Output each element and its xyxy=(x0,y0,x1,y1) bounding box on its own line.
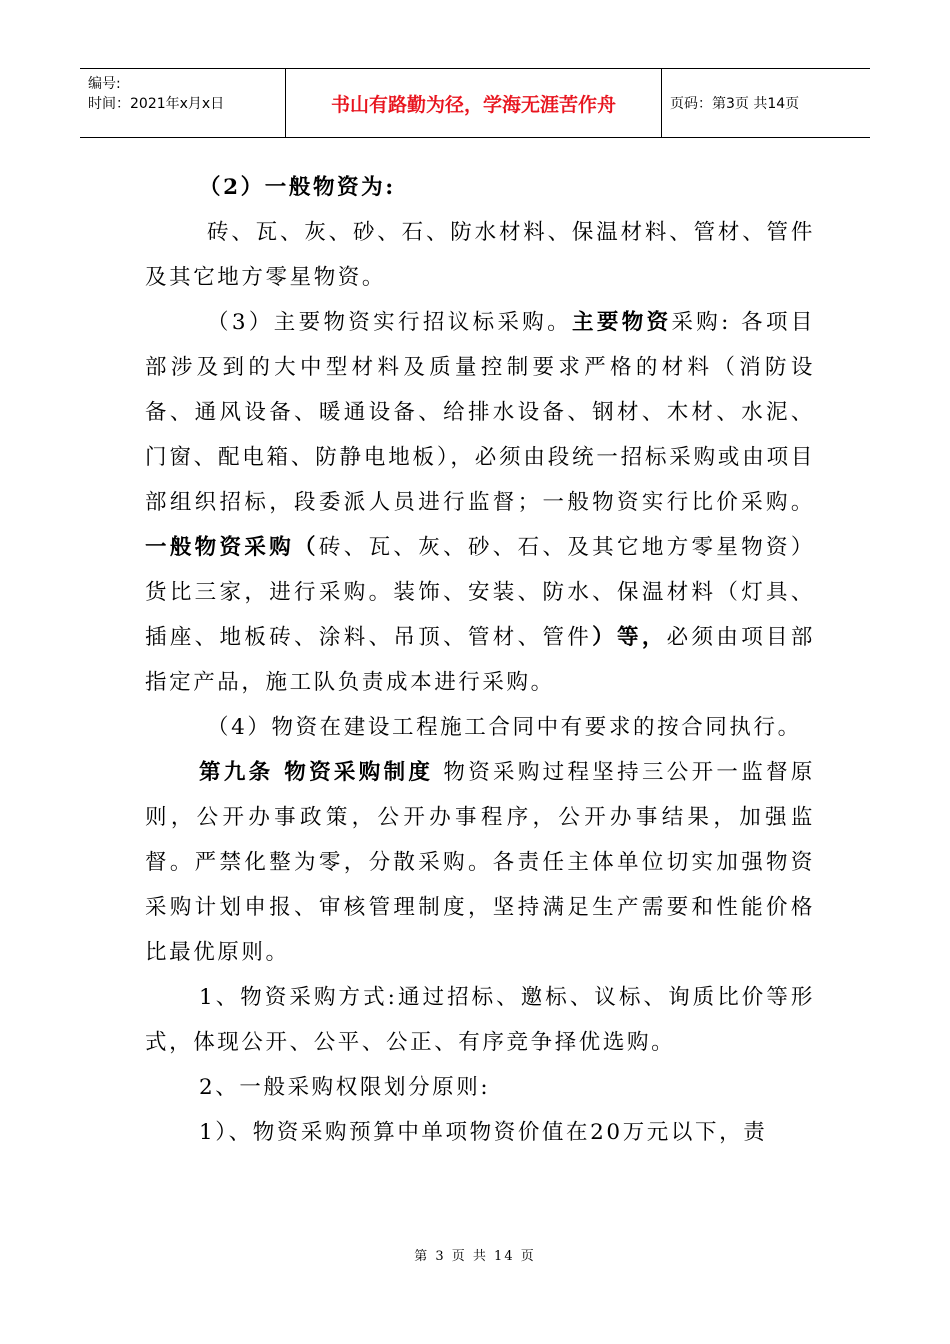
paragraph-contract-materials: （4）物资在建设工程施工合同中有要求的按合同执行。 xyxy=(207,715,802,740)
paragraph-main-materials: （3）主要物资实行招议标采购。主要物资采购: 各项目部涉及到的大中型材料及质量控制要求严格的材料（消防设备、通风设备、暖通设备、给排水设备、钢材、木材、水泥、门窗、配电箱、防静电地板），必须由段统一招标采购或由项目部组织招标，段委派人员进行监督；一般物资实行比价采购。一般物资采购（砖、瓦、灰、砂、石、及其它地方零星物资）货比三家，进行采购。装饰、安装、防水、保温材料（灯具、插座、地板砖、涂料、吊顶、管材、管件）等，必须由项目部指定产品，施工队负责成本进行采购。 xyxy=(145,310,815,695)
paragraph-authority-item-1: 1）、物资采购预算中单项物资价值在20万元以下，责 xyxy=(199,1120,768,1145)
date-label: 时间：2021年x月x日 xyxy=(88,96,225,112)
paragraph-authority-principles: 2、一般采购权限划分原则: xyxy=(199,1075,491,1100)
document-header xyxy=(80,68,870,138)
header-page-info: 页码：第3页 共14页 xyxy=(670,96,800,112)
header-meta-cell xyxy=(80,69,286,137)
paragraph-general-materials-heading: （2）一般物资为: xyxy=(199,175,396,200)
paragraph-article-nine: 第九条 物资采购制度 物资采购过程坚持三公开一监督原则，公开办事政策，公开办事程序，公开办事结果，加强监督。严禁化整为零，分散采购。各责任主体单位切实加强物资采购计划申报、审核管理制度，坚持满足生产需要和性能价格比最优原则。 xyxy=(145,760,815,965)
paragraph-procurement-methods: 1、物资采购方式:通过招标、邀标、议标、询质比价等形式，体现公开、公平、公正、有序竞争择优选购。 xyxy=(145,985,815,1055)
header-motto: 书山有路勤为径，学海无涯苦作舟 xyxy=(286,69,662,137)
paragraph-general-materials-list: 砖、瓦、灰、砂、石、防水材料、保温材料、管材、管件及其它地方零星物资。 xyxy=(145,220,815,290)
document-body xyxy=(145,165,815,1155)
number-label: 编号: xyxy=(88,76,121,92)
page-footer: 第 3 页 共 14 页 xyxy=(414,1249,536,1264)
